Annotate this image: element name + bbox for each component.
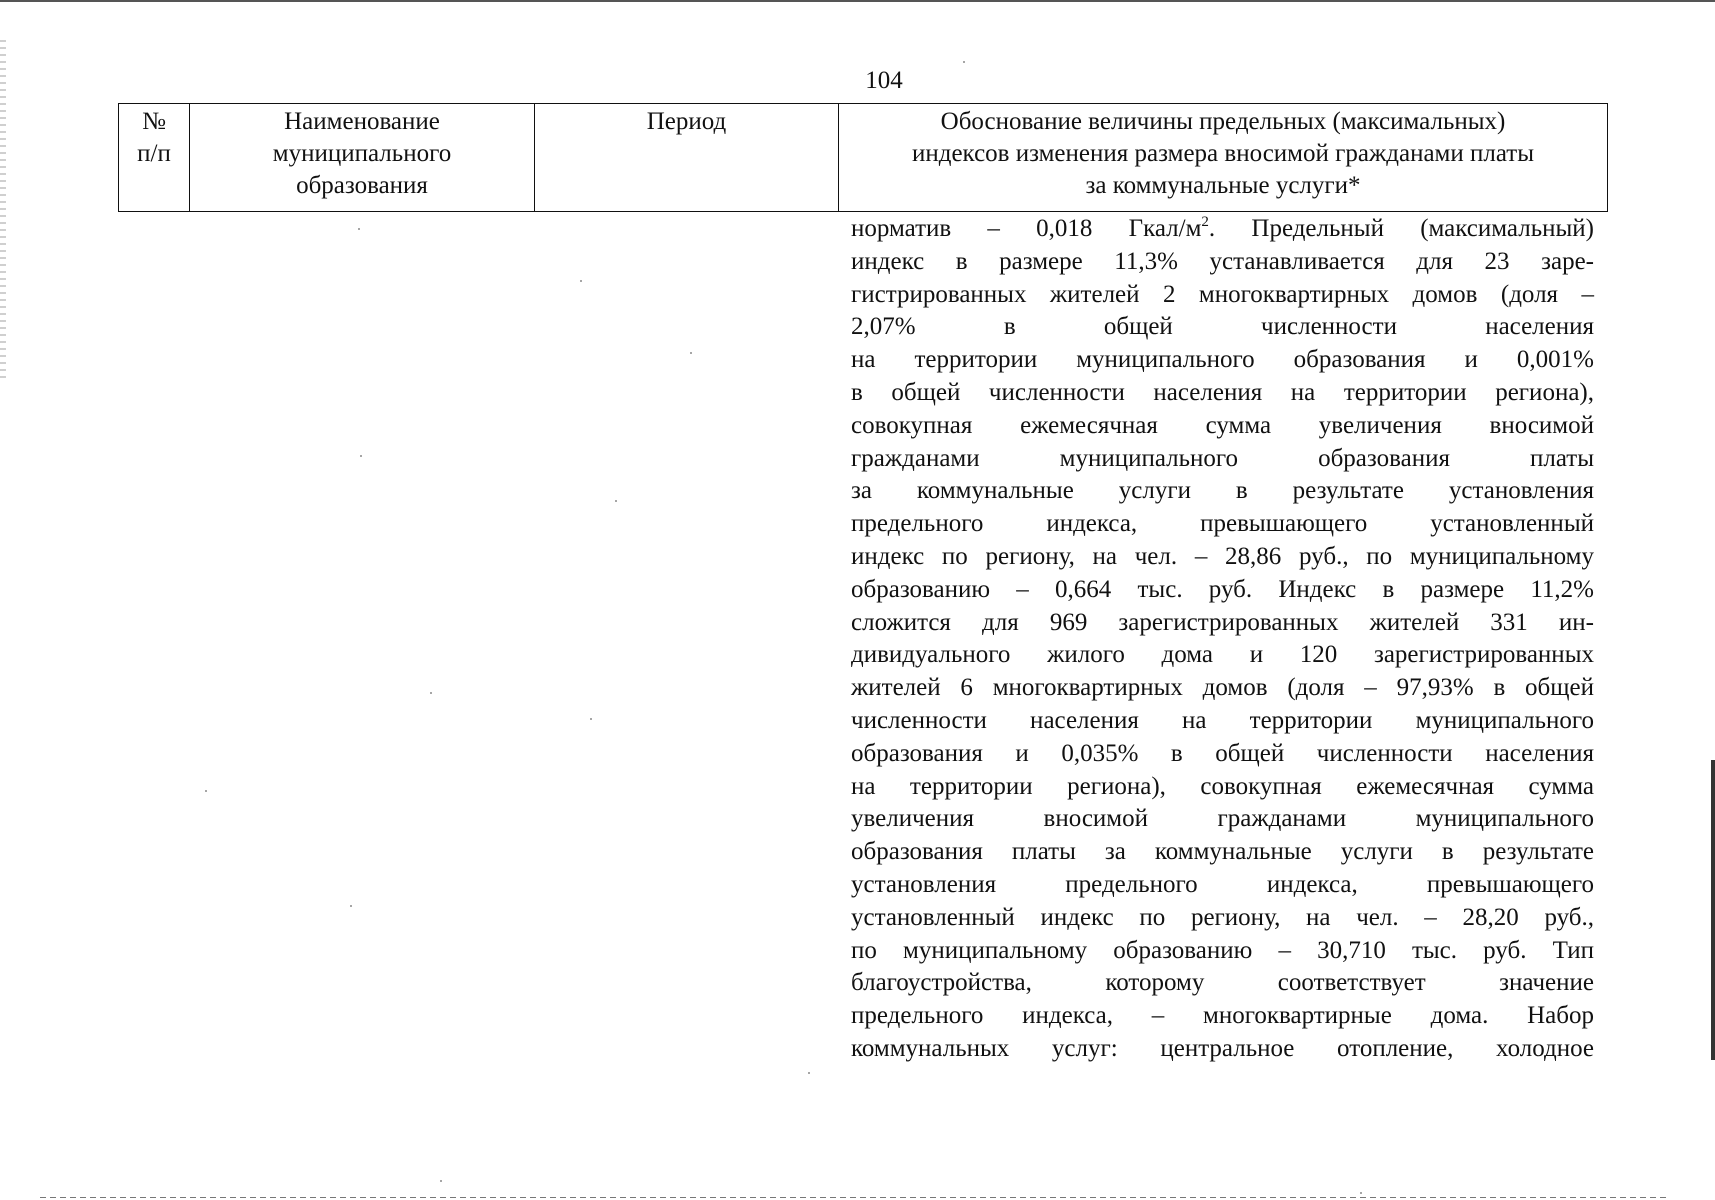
scan-border-top: [0, 0, 1715, 2]
text-line: предельного индекса, – многоквартирные дома. Набор: [851, 1002, 1594, 1030]
header-text: Наименование: [284, 108, 440, 135]
scan-speck: [205, 790, 207, 792]
text-line: установленный индекс по региону, на чел. – 28,20 руб.,: [851, 903, 1594, 931]
header-col-number: [119, 104, 190, 211]
scan-border-bottom: [40, 1197, 1670, 1198]
scan-speck: [1360, 1192, 1362, 1194]
header-text: Обоснование величины предельных (максимальных): [940, 108, 1506, 135]
text-line: гражданами муниципального образования платы: [851, 444, 1594, 472]
scan-speck: [580, 280, 582, 282]
header-text: за коммунальные услуги*: [1085, 172, 1361, 199]
text-line: образованию – 0,664 тыс. руб. Индекс в размере 11,2%: [851, 575, 1594, 603]
scan-speck: [440, 1180, 442, 1182]
text-line: индекс по региону, на чел. – 28,86 руб., по муниципальному: [851, 542, 1594, 570]
text-line: по муниципальному образованию – 30,710 тыс. руб. Тип: [851, 936, 1594, 964]
text-line: сложится для 969 зарегистрированных жителей 331 ин-: [851, 608, 1594, 636]
text-line: за коммунальные услуги в результате установления: [851, 477, 1594, 505]
scan-speck: [615, 500, 617, 502]
text-line: установления предельного индекса, превышающего: [851, 870, 1594, 898]
header-text: муниципального: [272, 140, 452, 167]
scan-speck: [350, 905, 352, 907]
text-line: образования платы за коммунальные услуги в результате: [851, 838, 1594, 866]
text-line: благоустройства, которому соответствует значение: [851, 969, 1594, 997]
text-line: увеличения вносимой гражданами муниципального: [851, 805, 1594, 833]
text-line: в общей численности населения на территории региона),: [851, 378, 1594, 406]
text-fragment: . Предельный (максимальный): [1208, 215, 1594, 242]
justification-text: [851, 213, 1594, 1066]
scan-speck: [808, 1072, 810, 1074]
scan-speck: [590, 718, 592, 720]
text-line: гистрированных жителей 2 многоквартирных домов (доля –: [851, 280, 1594, 308]
header-col-period: [535, 104, 839, 211]
text-fragment: норматив – 0,018 Гкал/м: [851, 215, 1202, 242]
header-col-municipality: [190, 104, 535, 211]
scan-speck: [360, 455, 362, 457]
text-line: численности населения на территории муниципального: [851, 706, 1594, 734]
text-line: индекс в размере 11,3% устанавливается для 23 заре-: [851, 247, 1594, 275]
text-line: жителей 6 многоквартирных домов (доля – 97,93% в общей: [851, 674, 1594, 702]
scan-speck: [430, 692, 432, 694]
header-text: №: [142, 108, 166, 135]
text-line: на территории региона), совокупная ежемесячная сумма: [851, 772, 1594, 800]
text-line: 2,07% в общей численности населения: [851, 313, 1594, 341]
text-line: предельного индекса, превышающего установленный: [851, 510, 1594, 538]
header-col-justification: [839, 104, 1607, 211]
text-line: дивидуального жилого дома и 120 зарегистрированных: [851, 641, 1594, 669]
table-header: [118, 103, 1608, 212]
text-line: коммунальных услуг: центральное отопление, холодное: [851, 1034, 1594, 1062]
text-line: на территории муниципального образования и 0,001%: [851, 346, 1594, 374]
page-number: 104: [865, 67, 903, 94]
header-text: Период: [646, 108, 727, 135]
header-text: образования: [296, 172, 428, 199]
text-line: [851, 213, 1594, 246]
text-line: совокупная ежемесячная сумма увеличения вносимой: [851, 411, 1594, 439]
scan-speck: [963, 61, 965, 63]
scan-border-right: [1711, 760, 1715, 1060]
scan-speck: [690, 352, 692, 354]
scan-speck: [358, 228, 360, 230]
header-text: п/п: [137, 140, 171, 167]
header-text: индексов изменения размера вносимой гражданами платы: [911, 140, 1535, 167]
superscript: 2: [1201, 214, 1209, 230]
text-line: образования и 0,035% в общей численности населения: [851, 739, 1594, 767]
